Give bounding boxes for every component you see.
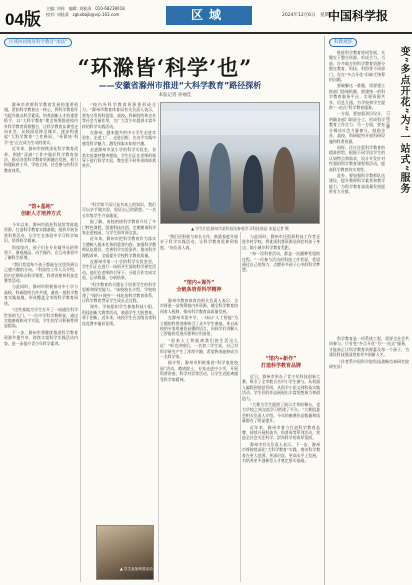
body-paragraph: “校内外科学教育资源要形成合力。”滁州市教育体育局有关负责人表示，要充分发挥科技馆、高校、科研院所和企业等社会力量作用，为广大青少年提供丰富多样的科学实践活动。 [82, 102, 156, 129]
commentary-paragraph: 此外，要加强科学教师队伍建设，提升教师科学素养和教学能力，为科学教育高质量发展提供有力支撑。 [329, 172, 385, 195]
body-paragraph: 近年来，滁州市把科学教育作为落实立德树人根本任务的重要内容，加强科学教师队伍建设，完善科学实验条件，推动科学课程改革，全面提升学校科学教育质量。 [82, 236, 156, 258]
subhead-line: “馆+基地” [28, 204, 54, 210]
subhead-3 [242, 356, 320, 370]
body-paragraph: “这些基地为学生打开了一扇通往科学世界的大门。”一位中学科学教师说，通过实地参观和动手实验，学生的学习积极性明显提高。 [4, 307, 78, 329]
body-paragraph: 下一步，滁州市将继续推进科学教育资源共建共享，持续丰富科学实践活动内容，进一步提升青少年科学素养。 [4, 329, 78, 346]
body-paragraph: 滁州市有关负责人表示，下一步，滁州市将持续深化“大科学教育”实践，推动科学教育在更大范围、更深层次、更高水平上发展，为培养更多创新型人才奠定坚实基础。 [242, 441, 320, 464]
article-column-2b [82, 202, 156, 558]
issue-date: 2024年12月6日 星期五 [282, 13, 334, 18]
commentary-paragraph: 科学教育是一项系统工程，需要全社会共同参与。只有变“多点开花”为“一站式”服务，才能真正让科学教育资源惠及每一个孩子，为建设科技强国培育更多创新人才。 [329, 336, 409, 358]
main-photo [160, 102, 320, 224]
commentary-paragraph: 同时，还应注重科学教育的精准供给，根据不同学段学生的认知特点和需求，设计开发针对性强的科学教育课程和活动，提高科学教育的实效性。 [329, 144, 385, 172]
subhead-line: 打造科学教育品牌 [260, 363, 301, 369]
article-column-4 [242, 234, 320, 354]
body-paragraph: “我们还积极与家长合作，鼓励家庭开展亲子科学实践活动，让科学教育延伸到家庭。”该负责人说。 [160, 234, 238, 250]
column-rule [158, 102, 159, 582]
article-tag-row [4, 38, 320, 48]
commentary-paragraph: 要破解这一难题，需要建立跨部门协调机制，搭建统一的科学教育服务平台，实现资源共享、信息互通，为学校和学生提供“一站式”科学教育服务。 [329, 83, 385, 111]
body-paragraph: 滁州市教育体育局相关负责人表示，全市将进一步统筹校内外资源，健全科学教育协同育人机制，推动科学教育高质量发展。 [160, 298, 238, 314]
paper-name: 中国科学报 [328, 9, 389, 23]
photo-figure [179, 151, 199, 211]
photo-figure [209, 143, 231, 213]
masthead [0, 0, 412, 34]
article-column-3 [160, 234, 238, 278]
subhead-line: 全链条培育科学精神 [176, 287, 222, 293]
column-rule [240, 232, 241, 582]
body-paragraph: 今年以来，滁州市依托科技馆等阵地资源，打造科学教育实践基地，组织开展各类科普活动，让学生在体验中学习科学知识、培养科学精神。 [4, 222, 78, 244]
body-paragraph: 与此同时，滁州市积极推动中小学与高校、科研院所合作共建，遴选一批科学教育实践基地，形成覆盖全市的科学教育网络。 [4, 284, 78, 306]
commentary-paragraph: 一方面，要加强顶层设计，明确各部门职责分工，形成科学教育工作合力；另一方面，要充分调动社会力量参与，鼓励企业、高校、科研院所开放科研设施和科普资源。 [329, 111, 385, 144]
body-paragraph: “原来人工智能离我们的生活这么近！”听完讲座后，一名初二学生说，自己对科学研究产生了浓厚兴趣，希望将来能够成为一名科学家。 [160, 337, 238, 360]
commentary-title: 变“多点开花”为“一站式”服务 [398, 46, 409, 195]
subhead-1 [4, 204, 78, 218]
photo-figure [243, 155, 263, 213]
commentary-paragraph: （作者系中国科学院科技战略咨询研究院研究员） [329, 358, 409, 370]
article-subtitle: ——安徽省滁州市推进“大科学教育”路径探析 [98, 81, 262, 90]
article-title: “环滁皆‘科学’也” [77, 55, 253, 80]
body-paragraph: 近日，滁州市举办了青少年科技创新大赛，吸引了全市数百名中小学生参与。从机器人编程到创意发明，从科学小论文到科技实践活动，学生们的作品展现出丰富的想象力和创造力。 [242, 374, 320, 401]
editor-info-line: 主编: 刘伟 编辑: 刘桂清 010-68239018 [46, 6, 125, 11]
subhead-line: “馆内+新作” [265, 356, 297, 362]
photo-figure [273, 147, 295, 213]
body-paragraph: 课外，学校组织学生参加科技小组、科技创新大赛等活动，鼓励学生大胆想象、勇于创新。近年来，该校学生在各级各类科技竞赛中屡获佳绩。 [82, 304, 156, 326]
body-paragraph: 在滁州市某中学，一场以“人工智能”为主题的科普讲座吸引了众多学生参加。来自高校的专家用通俗易懂的语言，向同学们讲解人工智能的发展历程和应用前景。 [160, 315, 238, 337]
body-paragraph: 近年来，滁州市持续深化科学教育改革，围绕“双减”工作中做好科学教育加法，推动各类科学教育资源融合发展，着力构建政府主导、学校主体、社会参与的科学教育体系。 [4, 146, 78, 173]
article-column-1 [4, 102, 78, 198]
column-rule [80, 102, 81, 582]
body-paragraph: 据了解，该校围绕科学教育开设了多门特色课程，组建科技社团，定期邀请科学家走进校园，与学生面对面交流。 [82, 219, 156, 236]
article-byline: 本报记者 孙丽佳 [158, 93, 192, 98]
body-paragraph: 走进滁州市某小学的科学实验室，各类实验器材整齐摆放，学生们正在老师的指导下进行科学实验，教室里不时传来阵阵欢笑声。 [82, 147, 156, 169]
body-paragraph: 据介绍，滁州市积极推进“科学家进校园”活动，邀请院士、专家走进中小学，开展科普讲座、科学对话等活动，让学生近距离感受科学家精神。 [160, 360, 238, 382]
secondary-photo-caption: ▲ 学生参加科普活动 [120, 567, 153, 571]
body-paragraph: 与此同时，滁州市还组织科技工作者走进乡村学校，将优质科普资源送到农村孩子身边，缩小城乡科学教育差距。 [242, 234, 320, 250]
body-paragraph: “我们希望每个孩子都能在这里找到自己感兴趣的方向。”科技馆工作人员介绍，馆内定期举办科学课堂、科普讲座和科技竞赛等活动。 [4, 261, 78, 284]
photo-exhibit-banner [161, 111, 320, 135]
main-article [0, 36, 322, 585]
body-paragraph: “科学教育的关键在于培养学生的科学思维和探究能力。”该校校长介绍，学校构建了“课内+课外”一体化的科学教育体系，让科学教育贯穿学生成长全过程。 [82, 281, 156, 303]
section-label: 区域 [166, 6, 252, 25]
article-column-4b [242, 374, 320, 582]
page-number: 04版 [5, 10, 41, 29]
intro-paragraph: 滁州市珍惜科学教育发展的重要机遇，紧扣科学教育这一核心，将科学教育作为提升群众科学素质、培养创新人才的重要抓手，以“大科学教育”理念统筹推进校内外科学教育资源整合，让科学教育从课堂走向社会，从校园延伸至城乡，逐步构建起“大科学教育”工作格局，“环滁皆‘科学’也”正在成为生动的现实。 [4, 102, 78, 145]
commentary-byline: □ 周岳鹏 [386, 110, 391, 129]
editor-info [46, 6, 156, 18]
commentary-paragraph: 推进科学教育协同发展，关键在于整合资源、形成合力。当前，许多地方的科学教育资源分散在教育、科技、科协等不同部门，存在“多点开花”但缺乏统筹的问题。 [329, 50, 385, 83]
commentary-tag: 科教观察 [329, 38, 357, 47]
body-paragraph: “每一次科普活动，都是一次播种希望的过程。”一位参与活动的科技工作者说，希望通过自己的努力，点燃更多孩子心中的科学梦想。 [242, 251, 320, 273]
body-paragraph: 在滁州市第一小学的科学实验室里，学生们正在进行一场别开生面的科学探究活动。他们在老师的引导下，分组合作完成实验，记录数据、分析结果。 [82, 259, 156, 281]
photo-caption: ▲ 学生们在滁州市某科技馆参观学习科技展品 本报记者 摄 [191, 226, 289, 231]
article-column-1b [4, 222, 78, 582]
subhead-2 [160, 280, 238, 294]
body-paragraph: “大赛为学生提供了展示才华的舞台，也为学校之间交流学习搭建了平台。”大赛组委会相关负责人介绍，今年的参赛作品数量和质量都有了明显提升。 [242, 402, 320, 424]
article-tag: 区域协同推进科学教育"加法" [4, 38, 72, 47]
subhead-line: 创新人才培养方式 [20, 211, 61, 217]
commentary-column-lower [329, 336, 409, 576]
article-column-3b [160, 298, 238, 582]
editor-info-line: 校对: 刘桂清 zgkxbbjb@vip.163.com [46, 12, 120, 17]
body-paragraph: 科技馆内，孩子们在专业辅导员的带领下，参观展品、动手操作，在互动体验中了解科学原理。 [4, 244, 78, 261]
article-column-2 [82, 102, 156, 198]
body-paragraph: 在滁州，越来越多的中小学生走进实验室、走进工厂、走进田野，在动手实践中感受科学魅力，激发探索未知的兴趣。 [82, 130, 156, 146]
body-paragraph: 近年来，滁州市着力打造科学教育品牌，持续开展科技节、科普周等系列活动，营造全社会关注科学、崇尚科学的浓厚氛围。 [242, 424, 320, 441]
subhead-line: “馆内+课外” [183, 280, 215, 286]
body-paragraph: “科学课不再只是书本上的知识，我们可以亲手做实验，验证自己的猜想。”一名五年级学生兴奋地说。 [82, 202, 156, 218]
